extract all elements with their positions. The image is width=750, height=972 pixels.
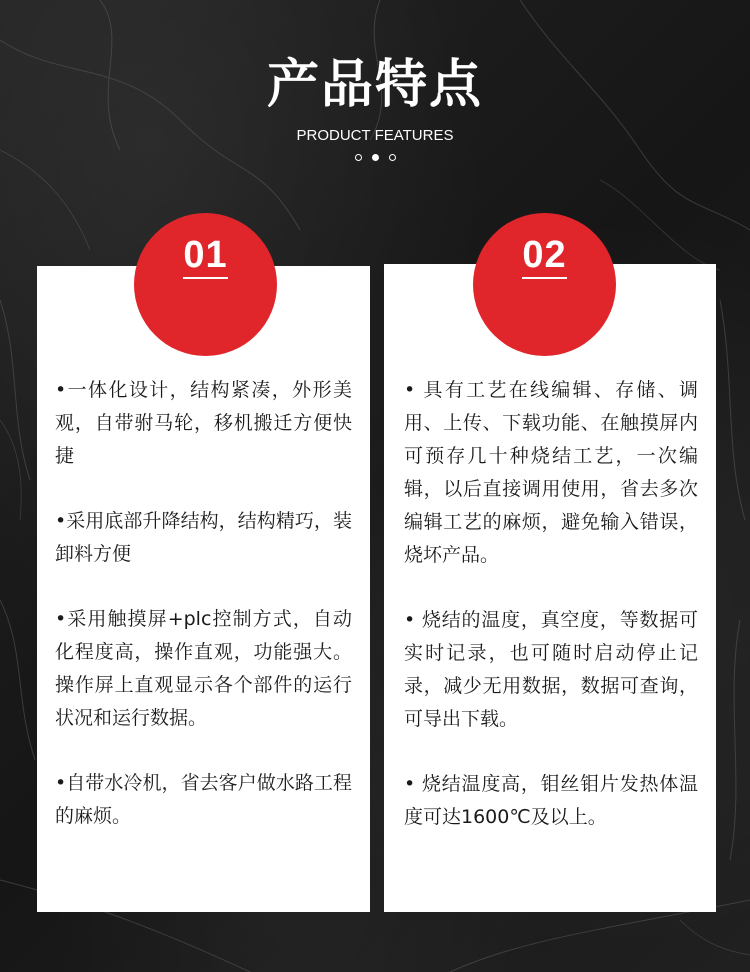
card-number-badge-2 (473, 213, 616, 356)
feature-card-2 (384, 264, 716, 912)
feature-item: • 具有工艺在线编辑、存储、调用、上传、下载功能、在触摸屏内可预存几十种烧结工艺，一次编辑，以后直接调用使用，省去多次编辑工艺的麻烦，避免输入错误，烧坏产品。 (404, 379, 698, 566)
feature-item: •采用触摸屏+plc控制方式，自动化程度高，操作直观，功能强大。操作屏上直观显示各个部件的运行状况和运行数据。 (55, 608, 352, 729)
feature-item: • 烧结的温度，真空度，等数据可实时记录，也可随时启动停止记录，减少无用数据，数据可查询，可导出下载。 (404, 609, 698, 730)
header (0, 50, 750, 161)
pagination-dot (355, 154, 362, 161)
pagination-dot-active (372, 154, 379, 161)
pagination-dots (0, 154, 750, 161)
card-number: 02 (522, 233, 566, 279)
feature-item: •采用底部升降结构，结构精巧，装卸料方便 (55, 510, 352, 565)
pagination-dot (389, 154, 396, 161)
page-title: 产品特点 (266, 55, 483, 115)
feature-item: •自带水冷机，省去客户做水路工程的麻烦。 (55, 772, 352, 827)
feature-item: • 烧结温度高，钼丝钼片发热体温度可达1600℃及以上。 (404, 773, 698, 828)
card-number: 01 (183, 233, 227, 279)
feature-card-1 (37, 266, 370, 912)
card-number-badge-1 (134, 213, 277, 356)
feature-item: •一体化设计，结构紧凑，外形美观，自带驸马轮，移机搬迁方便快捷 (55, 379, 352, 467)
page-subtitle: PRODUCT FEATURES (296, 127, 454, 144)
